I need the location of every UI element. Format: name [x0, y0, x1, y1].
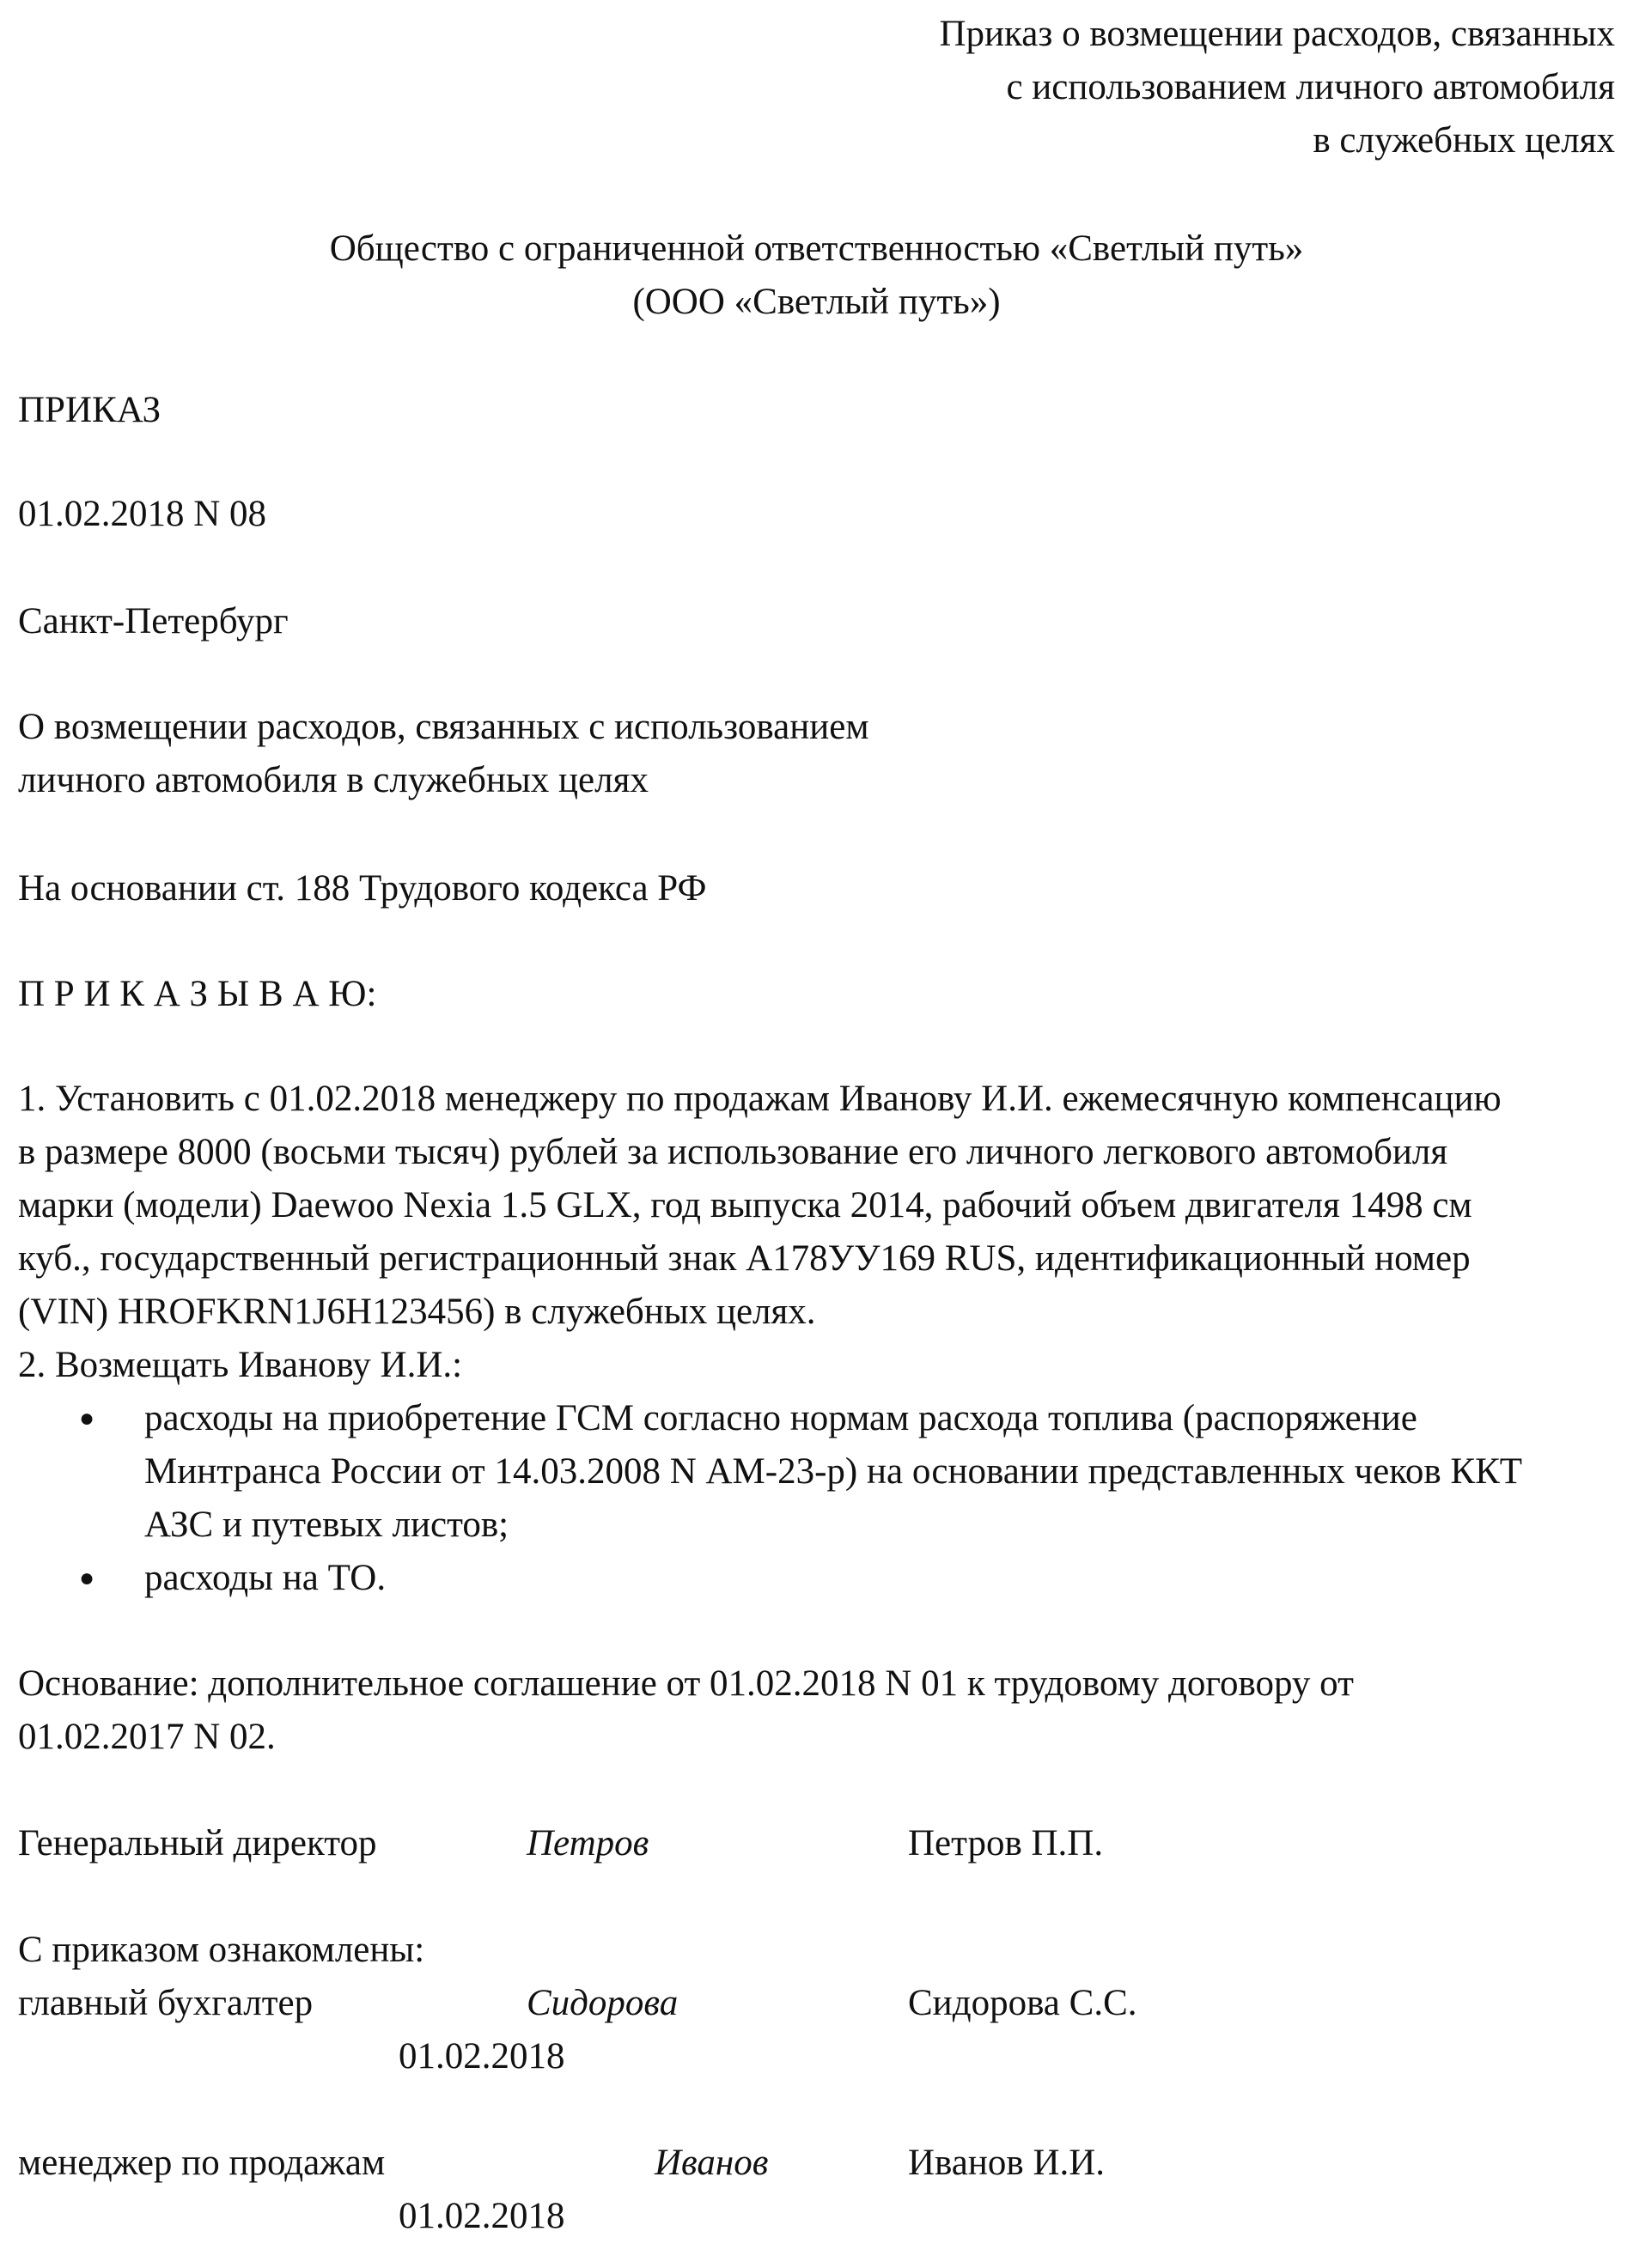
item1-line: 1. Установить с 01.02.2018 менеджеру по продажам Иванову И.И. ежемесячную компенсацию [18, 1079, 1502, 1119]
item1-line: (VIN) HROFKRN1J6H123456) в служебных целях. [18, 1292, 816, 1332]
acknowledged-title: С приказом ознакомлены: [18, 1930, 425, 1970]
header-line: с использованием личного автомобиля [1006, 67, 1615, 107]
person-date: 01.02.2018 [399, 2196, 565, 2236]
person-signature: Иванов [655, 2143, 769, 2183]
item1-line: куб., государственный регистрационный знак А178УУ169 RUS, идентификационный номер [18, 1238, 1471, 1279]
person-position: менеджер по продажам [18, 2143, 386, 2183]
person-name: Сидорова С.С. [908, 1983, 1137, 2023]
header-line: Приказ о возмещении расходов, связанных [939, 14, 1615, 54]
bullet-icon: ● [79, 1404, 95, 1432]
person-name: Иванов И.И. [908, 2143, 1106, 2183]
director-name: Петров П.П. [908, 1823, 1104, 1864]
item2-intro: 2. Возмещать Иванову И.И.: [18, 1345, 463, 1385]
bullet-line: расходы на приобретение ГСМ согласно нормам расхода топлива (распоряжение [144, 1398, 1417, 1438]
bullet-line: расходы на ТО. [144, 1558, 387, 1598]
header-line: в служебных целях [1313, 120, 1615, 161]
bullet-line: Минтранса России от 14.03.2008 N АМ-23-р) на основании представленных чеков ККТ [144, 1451, 1523, 1492]
item1-line: марки (модели) Daewoo Nexia 1.5 GLX, год выпуска 2014, рабочий объем двигателя 1498 см [18, 1185, 1472, 1225]
order-word: П Р И К А З Ы В А Ю: [18, 974, 377, 1014]
doc-type: ПРИКАЗ [18, 390, 161, 430]
director-signature: Петров [527, 1823, 649, 1864]
person-signature: Сидорова [527, 1983, 679, 2023]
basis-line: Основание: дополнительное соглашение от 01.02.2018 N 01 к трудовому договору от [18, 1663, 1354, 1704]
subject-line: личного автомобиля в служебных целях [18, 760, 649, 800]
organization-short-name: (ООО «Светлый путь») [632, 282, 1001, 322]
basis-line: 01.02.2017 N 02. [18, 1717, 276, 1757]
bullet-line: АЗС и путевых листов; [144, 1505, 509, 1545]
person-position: главный бухгалтер [18, 1983, 314, 2023]
city: Санкт-Петербург [18, 601, 289, 641]
item1-line: в размере 8000 (восьми тысяч) рублей за использование его личного легкового автомобиля [18, 1132, 1448, 1172]
subject-line: О возмещении расходов, связанных с использованием [18, 707, 869, 747]
date-number: 01.02.2018 N 08 [18, 494, 267, 534]
bullet-icon: ● [79, 1564, 95, 1592]
person-date: 01.02.2018 [399, 2036, 565, 2076]
organization-full-name: Общество с ограниченной ответственностью «Светлый путь» [329, 228, 1304, 269]
basis-law: На основании ст. 188 Трудового кодекса РФ [18, 868, 707, 909]
director-position: Генеральный директор [18, 1823, 377, 1864]
